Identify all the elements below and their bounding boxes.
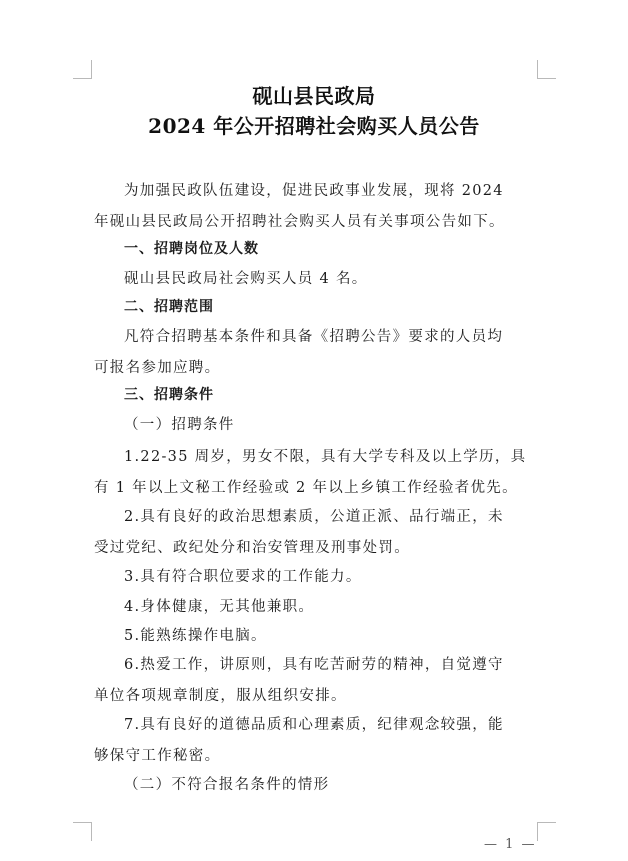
condition7-paragraph [94, 716, 534, 765]
crop-mark-bottom-right [537, 822, 556, 841]
intro-line2: 年砚山县民政局公开招聘社会购买人员有关事项公告如下。 [94, 214, 505, 230]
sub2-heading-block [94, 776, 534, 794]
section1-heading-block [94, 240, 534, 258]
sub2-heading: （二）不符合报名条件的情形 [124, 777, 330, 793]
condition1-paragraph [94, 448, 534, 497]
section1-body-block [94, 270, 534, 288]
cond1-line2: 有 1 年以上文秘工作经验或 2 年以上乡镇工作经验者优先。 [94, 480, 518, 496]
crop-mark-bottom-left [73, 822, 92, 841]
cond2-line1: 2.具有良好的政治思想素质，公道正派、品行端正，未 [124, 509, 504, 525]
section2-heading-block [94, 298, 534, 316]
sub1-heading: （一）招聘条件 [124, 417, 235, 433]
condition3-paragraph [94, 568, 534, 586]
section2-line1: 凡符合招聘基本条件和具备《招聘公告》要求的人员均 [124, 329, 504, 345]
section1-body: 砚山县民政局社会购买人员 4 名。 [124, 271, 368, 287]
cond5-text: 5.能熟练操作电脑。 [124, 628, 267, 644]
document-title-line2: 2024 年公开招聘社会购买人员公告 [148, 114, 480, 138]
intro-paragraph [94, 182, 534, 231]
condition4-paragraph [94, 598, 534, 616]
crop-mark-top-right [537, 60, 556, 79]
section3-heading-block [94, 386, 534, 404]
condition2-paragraph [94, 508, 534, 557]
page-number: — 1 — [484, 837, 537, 852]
condition5-paragraph [94, 627, 534, 645]
section1-heading: 一、招聘岗位及人数 [124, 241, 259, 257]
section2-line2: 可报名参加应聘。 [94, 360, 221, 376]
section2-heading: 二、招聘范围 [124, 299, 214, 315]
cond1-line1: 1.22-35 周岁，男女不限，具有大学专科及以上学历，具 [124, 449, 527, 465]
document-title-line1: 砚山县民政局 [252, 84, 376, 108]
crop-mark-top-left [73, 60, 92, 79]
cond7-line1: 7.具有良好的道德品质和心理素质，纪律观念较强，能 [124, 717, 504, 733]
cond6-line2: 单位各项规章制度，服从组织安排。 [94, 688, 347, 704]
condition6-paragraph [94, 656, 534, 705]
section3-heading: 三、招聘条件 [124, 387, 214, 403]
intro-line1: 为加强民政队伍建设，促进民政事业发展，现将 2024 [124, 183, 504, 199]
section2-paragraph [94, 328, 534, 377]
sub1-heading-block [94, 416, 534, 434]
cond7-line2: 够保守工作秘密。 [94, 748, 221, 764]
cond3-text: 3.具有符合职位要求的工作能力。 [124, 569, 362, 585]
cond2-line2: 受过党纪、政纪处分和治安管理及刑事处罚。 [94, 540, 410, 556]
cond6-line1: 6.热爱工作，讲原则，具有吃苦耐劳的精神，自觉遵守 [124, 657, 504, 673]
cond4-text: 4.身体健康，无其他兼职。 [124, 599, 315, 615]
